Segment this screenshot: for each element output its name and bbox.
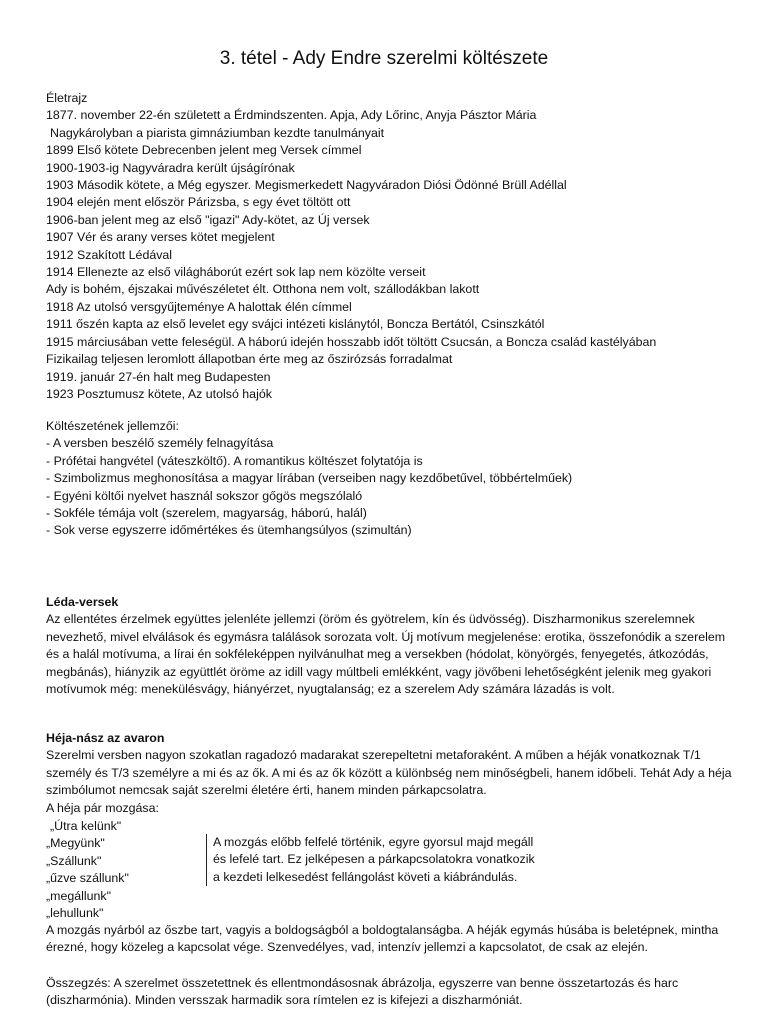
motion-item: „Útra kelünk" bbox=[50, 819, 122, 833]
eletrajz-line: 1919. január 27-én halt meg Budapesten bbox=[46, 369, 271, 384]
jellemzo-item: - Prófétai hangvétel (váteszköltő). A romantikus költészet folytatója is bbox=[46, 453, 423, 468]
heja-motion-list bbox=[46, 818, 129, 922]
osszegzes-section bbox=[46, 975, 736, 1010]
heja-heading: Héja-nász az avaron bbox=[46, 731, 165, 745]
leda-heading: Léda-versek bbox=[46, 595, 119, 609]
eletrajz-line: 1911 őszén kapta az első levelet egy svájci intézeti kislánytól, Boncza Bertától, Csinszkától bbox=[46, 317, 545, 332]
jellemzo-item: - Szimbolizmus meghonosítása a magyar lírában (verseiben nagy kezdőbetűvel, többértelműek) bbox=[46, 471, 573, 486]
eletrajz-line: 1914 Ellenezte az első világháborút ezért sok lap nem közölte verseit bbox=[46, 265, 426, 280]
heja-paragraph: Szerelmi versben nagyon szokatlan ragadozó madarakat szerepeltetni metaforaként. A műben a héják vonatkoznak T/1 személy és T/3 személyre a mi és az ők. A mi és az ők között a különbség nem minőségbeli, hanem időbeli. Tehát Ady a héja szimbólumot nemcsak saját szerelmi életére érti, hanem minden párkapcsolatra. bbox=[46, 748, 732, 798]
motion-item: „Megyünk" bbox=[46, 836, 105, 851]
eletrajz-line: 1900-1903-ig Nagyváradra került újságírónak bbox=[46, 160, 295, 175]
explanation-line: a kezdeti lelkesedést fellángolást követi a kiábrándulás. bbox=[213, 869, 518, 884]
leda-paragraph: Az ellentétes érzelmek együttes jelenléte jellemzi (öröm és gyötrelem, kín és üdvösség). Diszharmonikus szerelemnek nevezhető, mivel elválások és egymásra találások sorozata volt. Új motívum megjelenése: erotika, összefonódik a szerelem és a halál motívuma, a lírai én sokféleképpen nyilvánulhat meg a versekben (hódolat, könyörgés, fenyegetés, átkozódás, megbánás), hiányzik az együttlét öröme az idill vagy múltbeli emlékként, vagy jövőbeni lehetőségként jelenik meg gyakori motívumok még: menekülésvágy, hiányérzet, nyugtalanság; ez a szerelem Ady számára lázadás is volt. bbox=[46, 612, 726, 697]
heja-motion-heading: A héja pár mozgása: bbox=[46, 800, 159, 815]
jellemzo-item: - Sok verse egyszerre időmértékes és ütemhangsúlyos (szimultán) bbox=[46, 523, 412, 538]
eletrajz-line: 1923 Posztumusz kötete, Az utolsó hajók bbox=[46, 386, 272, 401]
explanation-line: és lefelé tart. Ez jelképesen a párkapcsolatokra vonatkozik bbox=[213, 852, 535, 867]
leda-section bbox=[46, 594, 736, 698]
eletrajz-line: 1906-ban jelent meg az első "igazi" Ady-kötet, az Új versek bbox=[46, 212, 370, 227]
motion-item: „űzve szállunk" bbox=[46, 871, 129, 886]
eletrajz-line: Nagykárolyban a piarista gimnáziumban kezdte tanulmányait bbox=[50, 125, 385, 140]
eletrajz-line: 1918 Az utolsó versgyűjteménye A halottak élén címmel bbox=[46, 299, 352, 314]
heja-motion-explanation bbox=[206, 834, 593, 886]
motion-item: „megállunk" bbox=[46, 888, 112, 903]
motion-item: „Szállunk" bbox=[46, 853, 102, 868]
eletrajz-line: 1899 Első kötete Debrecenben jelent meg Versek címmel bbox=[46, 143, 362, 158]
eletrajz-line: 1877. november 22-én született a Érdmindszenten. Apja, Ady Lőrinc, Anyja Pásztor Mária bbox=[46, 108, 537, 123]
jellemzo-item: - Sokféle témája volt (szerelem, magyarság, háború, halál) bbox=[46, 506, 367, 521]
explanation-line: A mozgás előbb felfelé történik, egyre gyorsul majd megáll bbox=[213, 835, 534, 849]
eletrajz-line: Fizikailag teljesen leromlott állapotban érte meg az őszirózsás forradalmat bbox=[46, 352, 453, 367]
page-title: 3. tétel - Ady Endre szerelmi költészete bbox=[219, 48, 549, 69]
eletrajz-line: 1915 márciusában vette feleségül. A háború idején hosszabb időt töltött Csucsán, a Boncza család kastélyában bbox=[46, 334, 657, 349]
jellemzo-item: - Egyéni költői nyelvet használ sokszor gőgös megszólaló bbox=[46, 488, 363, 503]
eletrajz-section bbox=[46, 90, 736, 403]
jellemzok-heading: Költészetének jellemzői: bbox=[46, 419, 179, 433]
eletrajz-line: Ady is bohém, éjszakai művészéletet élt. Otthona nem volt, szállodákban lakott bbox=[46, 282, 480, 297]
heja-section bbox=[46, 730, 736, 817]
motion-item: „lehullunk" bbox=[46, 906, 104, 921]
heja-after-paragraph: A mozgás nyárból az őszbe tart, vagyis a boldogságból a boldogtalanságba. A héják egymás húsába is beletépnek, mintha érezné, hogy közeleg a kapcsolat vége. Szenvedélyes, vad, intenzív jellemzi a kapcsolatot, de csak az elején. bbox=[46, 923, 719, 955]
jellemzok-section bbox=[46, 418, 736, 540]
eletrajz-line: 1904 elején ment először Párizsba, s egy évet töltött ott bbox=[46, 195, 351, 210]
osszegzes-paragraph: Összegzés: A szerelmet összetettnek és ellentmondásosnak ábrázolja, egyszerre van benne összetartozás és harc (diszharmónia). Minden versszak harmadik sora rímtelen ez is kifejezi a diszharmóniát. bbox=[46, 976, 679, 1008]
eletrajz-line: 1903 Második kötete, a Még egyszer. Megismerkedett Nagyváradon Diósi Ödönné Brüll Adéllal bbox=[46, 178, 567, 193]
jellemzo-item: - A versben beszélő személy felnagyítása bbox=[46, 436, 274, 451]
eletrajz-line: 1907 Vér és arany verses kötet megjelent bbox=[46, 230, 275, 245]
eletrajz-line: 1912 Szakított Lédával bbox=[46, 247, 173, 262]
heja-after-section bbox=[46, 922, 736, 957]
eletrajz-heading: Életrajz bbox=[46, 91, 88, 105]
